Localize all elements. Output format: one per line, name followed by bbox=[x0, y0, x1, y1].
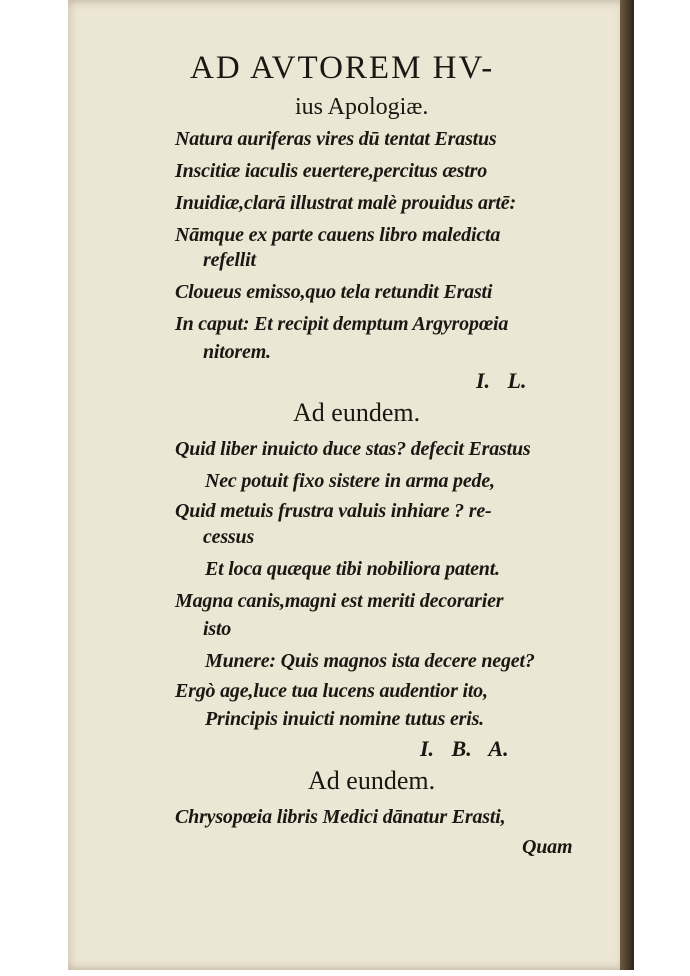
poem1-line: Inscitiæ iaculis euertere,percitus æstro bbox=[175, 160, 488, 182]
poem1-line: Nāmque ex parte cauens libro maledicta bbox=[175, 224, 501, 246]
poem1-line: Natura auriferas vires dū tentat Erastus bbox=[175, 128, 497, 150]
poem1-line: Cloueus emisso,quo tela retundit Erasti bbox=[175, 281, 493, 303]
poem2-line: Et loca quæque tibi nobiliora patent. bbox=[205, 558, 500, 580]
poem2-line: Quid liber inuicto duce stas? defecit Erastus bbox=[175, 438, 531, 460]
poem2-line: isto bbox=[203, 618, 232, 640]
section-heading-2: Ad eundem. bbox=[293, 398, 421, 427]
book-spine bbox=[620, 0, 634, 970]
poem2-line: Nec potuit fixo sistere in arma pede, bbox=[205, 470, 495, 492]
poem3-catchword: Quam bbox=[522, 836, 573, 858]
poem2-line: Munere: Quis magnos ista decere neget? bbox=[205, 650, 535, 672]
page-title-line1: AD AVTOREM HV- bbox=[190, 50, 495, 86]
poem2-line: cessus bbox=[203, 526, 255, 548]
page-title-line2: ius Apologiæ. bbox=[295, 94, 429, 120]
section-heading-3: Ad eundem. bbox=[308, 766, 436, 795]
poem1-line: Inuidiæ,clarā illustrat malè prouidus artē: bbox=[175, 192, 516, 214]
signature-2: I. B. A. bbox=[420, 736, 509, 761]
poem1-line: refellit bbox=[203, 249, 256, 271]
poem2-line: Quid metuis frustra valuis inhiare ? re- bbox=[175, 500, 492, 522]
signature-1: I. L. bbox=[476, 368, 527, 393]
poem2-line: Magna canis,magni est meriti decorarier bbox=[175, 590, 504, 612]
poem2-line: Ergò age,luce tua lucens audentior ito, bbox=[175, 680, 488, 702]
poem2-line: Principis inuicti nomine tutus eris. bbox=[205, 708, 484, 730]
poem1-line: nitorem. bbox=[203, 341, 271, 363]
poem1-line: In caput: Et recipit demptum Argyropœia bbox=[175, 313, 509, 335]
poem3-line: Chrysopœia libris Medici dānatur Erasti, bbox=[175, 806, 506, 828]
